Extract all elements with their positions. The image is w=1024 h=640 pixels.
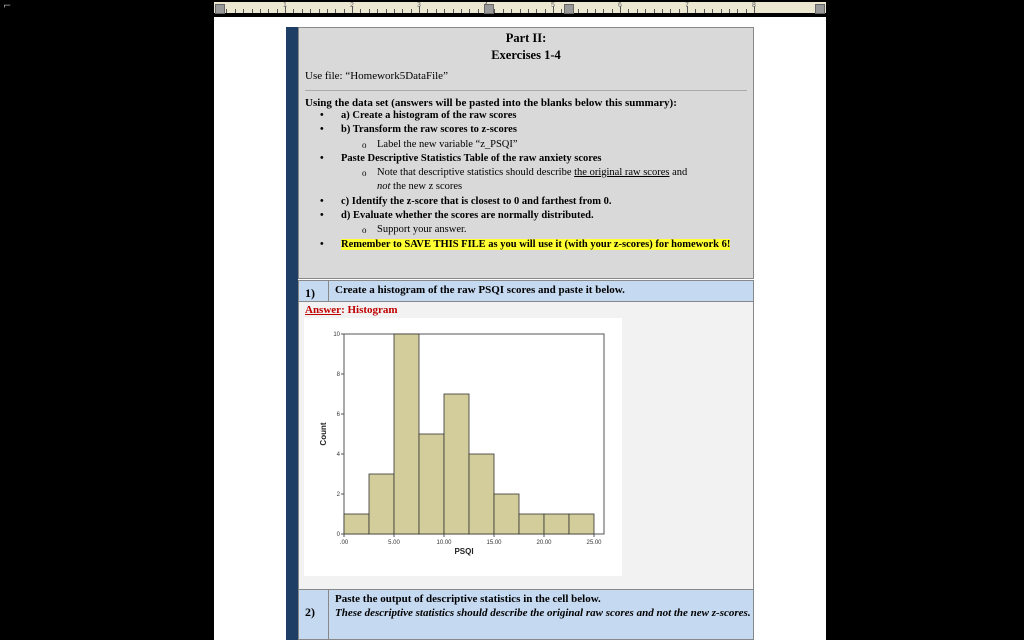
ruler-tick xyxy=(369,9,370,13)
histogram-bar xyxy=(344,514,369,534)
ruler-number: 6 xyxy=(618,2,622,9)
ruler-tick xyxy=(469,9,470,13)
intro-text: Using the data set (answers will be pasted into the blanks below this summary): xyxy=(305,97,677,109)
ruler-tick xyxy=(712,9,713,13)
ruler xyxy=(0,0,1024,16)
ruler-tick xyxy=(545,9,546,13)
ruler-tick xyxy=(260,9,261,13)
ruler-number: 8 xyxy=(752,2,756,9)
ruler-tick xyxy=(327,9,328,13)
histogram-bar xyxy=(494,494,519,534)
table-sidebar-stripe xyxy=(286,27,298,640)
ruler-tick xyxy=(628,9,629,13)
ruler-tick xyxy=(310,9,311,13)
x-tick-label: 5.00 xyxy=(388,540,400,546)
question-text: Paste the output of descriptive statistics in the cell below. These descriptive statistics should describe the original raw scores and not the new z-scores. xyxy=(335,593,751,619)
ruler-tick xyxy=(737,9,738,13)
list-item: • d) Evaluate whether the scores are normally distributed. xyxy=(299,209,753,223)
italic-text: not xyxy=(377,181,391,193)
histogram-bar xyxy=(544,514,569,534)
ruler-tick xyxy=(746,9,747,13)
divider xyxy=(305,90,747,91)
ruler-tick xyxy=(536,9,537,13)
underlined-text: the original raw scores xyxy=(574,167,670,179)
y-tick-label: 10 xyxy=(333,332,340,338)
ruler-tick xyxy=(226,9,227,13)
ruler-tick xyxy=(528,9,529,13)
ruler-indent-marker[interactable] xyxy=(564,4,574,14)
ruler-number: 7 xyxy=(685,2,689,9)
y-axis-label: Count xyxy=(319,422,328,446)
ruler-tick xyxy=(436,9,437,13)
ruler-tick xyxy=(453,9,454,13)
question-text: Create a histogram of the raw PSQI scores and paste it below. xyxy=(335,284,625,296)
histogram-bar xyxy=(444,394,469,534)
ruler-tick xyxy=(595,9,596,13)
ruler-tick xyxy=(654,9,655,13)
list-item: • b) Transform the raw scores to z-scores xyxy=(299,123,753,137)
title-line-2: Exercises 1-4 xyxy=(491,48,561,62)
ruler-tick xyxy=(587,9,588,13)
y-tick-label: 0 xyxy=(336,532,340,538)
highlighted-text: Remember to SAVE THIS FILE as you will use it (with your z-scores) for homework 6! xyxy=(341,238,731,250)
histogram-bar xyxy=(569,514,594,534)
ruler-tick xyxy=(603,9,604,13)
ruler-tick xyxy=(377,9,378,13)
histogram-bar xyxy=(369,474,394,534)
x-tick-label: .00 xyxy=(339,540,349,546)
ruler-tick xyxy=(268,9,269,13)
ruler-tick xyxy=(721,9,722,13)
histogram-bar xyxy=(519,514,544,534)
instruction-list xyxy=(299,109,753,252)
ruler-tick xyxy=(252,9,253,13)
ruler-tick xyxy=(478,9,479,13)
histogram-chart xyxy=(304,318,622,576)
ruler-left-margin-marker[interactable] xyxy=(215,4,225,14)
histogram-bar xyxy=(469,454,494,534)
ruler-tick xyxy=(319,9,320,13)
ruler-tick xyxy=(444,9,445,13)
ruler-tick xyxy=(335,9,336,13)
x-axis-label: PSQI xyxy=(454,547,474,556)
ruler-number: 5 xyxy=(551,2,555,9)
answer-label: Answer: Histogram xyxy=(305,304,398,316)
ruler-tick xyxy=(520,9,521,13)
ruler-corner-icon[interactable]: ⌐ xyxy=(3,1,12,12)
ruler-number: 2 xyxy=(350,2,354,9)
sub-list-item: o Note that descriptive statistics should describe the original raw scores and not the new z scores xyxy=(299,166,753,195)
x-tick-label: 25.00 xyxy=(586,540,602,546)
ruler-tick xyxy=(461,9,462,13)
histogram-bar xyxy=(419,434,444,534)
ruler-tick xyxy=(662,9,663,13)
ruler-tick xyxy=(695,9,696,13)
y-tick-label: 8 xyxy=(336,372,340,378)
ruler-tick xyxy=(612,9,613,13)
y-tick-label: 6 xyxy=(336,412,340,418)
ruler-strip[interactable] xyxy=(214,2,826,13)
ruler-tick xyxy=(293,9,294,13)
ruler-tick xyxy=(344,9,345,13)
ruler-tick xyxy=(637,9,638,13)
ruler-tick xyxy=(235,9,236,13)
ruler-number: 1 xyxy=(283,2,287,9)
ruler-tick xyxy=(645,9,646,13)
use-file-text: Use file: “Homework5DataFile” xyxy=(305,70,448,82)
summary-cell xyxy=(298,27,754,279)
sub-list-item: o Support your answer. xyxy=(299,223,753,237)
ruler-tick xyxy=(578,9,579,13)
list-item: • Paste Descriptive Statistics Table of the raw anxiety scores xyxy=(299,152,753,166)
question-number: 1) xyxy=(299,281,329,301)
ruler-tick xyxy=(494,9,495,13)
y-tick-label: 4 xyxy=(336,452,340,458)
question-1-row xyxy=(298,280,754,302)
histogram-image[interactable] xyxy=(304,318,622,576)
page-title xyxy=(299,30,753,64)
ruler-tick xyxy=(402,9,403,13)
ruler-tick xyxy=(561,9,562,13)
ruler-tick xyxy=(427,9,428,13)
ruler-right-margin-marker[interactable] xyxy=(815,4,825,14)
ruler-tick xyxy=(729,9,730,13)
question-number: 2) xyxy=(299,590,329,639)
ruler-tick xyxy=(277,9,278,13)
ruler-tick xyxy=(679,9,680,13)
ruler-number: 3 xyxy=(417,2,421,9)
ruler-tick xyxy=(243,9,244,13)
list-item-highlighted xyxy=(299,238,753,252)
ruler-tick xyxy=(394,9,395,13)
y-tick-label: 2 xyxy=(336,492,340,498)
ruler-block-marker[interactable] xyxy=(484,4,494,14)
ruler-tick xyxy=(360,9,361,13)
question-2-row xyxy=(298,589,754,640)
ruler-tick xyxy=(511,9,512,13)
histogram-bar xyxy=(394,334,419,534)
ruler-tick xyxy=(302,9,303,13)
list-item: • c) Identify the z-score that is closest to 0 and farthest from 0. xyxy=(299,195,753,209)
ruler-tick xyxy=(386,9,387,13)
list-item: • a) Create a histogram of the raw scores xyxy=(299,109,753,123)
x-tick-label: 10.00 xyxy=(436,540,452,546)
sub-list-item: o Label the new variable “z_PSQI” xyxy=(299,138,753,152)
x-tick-label: 15.00 xyxy=(486,540,502,546)
ruler-tick xyxy=(503,9,504,13)
ruler-tick xyxy=(704,9,705,13)
x-tick-label: 20.00 xyxy=(536,540,552,546)
ruler-tick xyxy=(670,9,671,13)
ruler-tick xyxy=(411,9,412,13)
title-line-1: Part II: xyxy=(505,31,547,45)
